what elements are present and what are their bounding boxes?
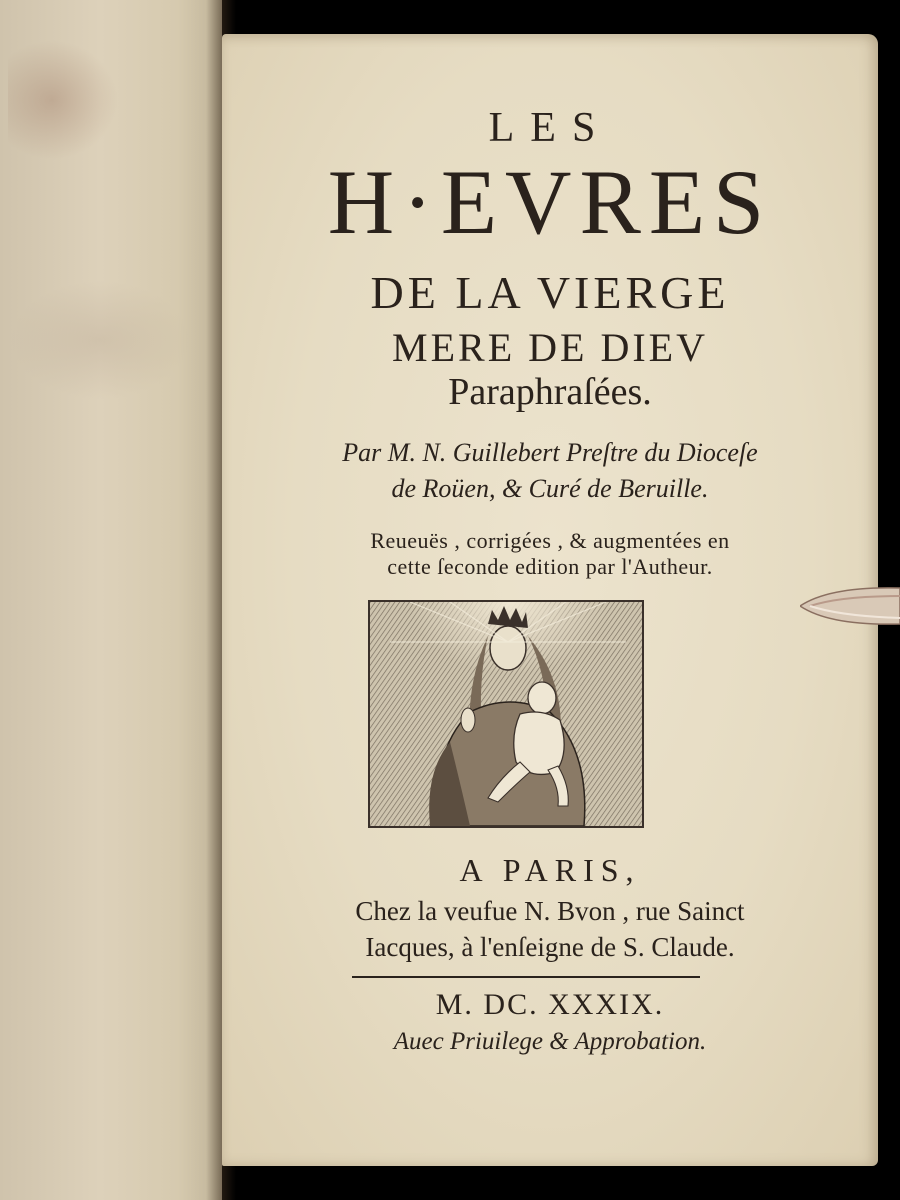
title-line-mere: MERE DE DIEV <box>392 325 708 370</box>
title-line-heures: H·EVRES <box>327 151 773 253</box>
revision-line: Reueuës , corrigées , & augmentées en <box>370 528 730 553</box>
imprint-printer-line: Iacques, à l'enſeigne de S. Claude. <box>365 932 735 962</box>
imprint-printer-line: Chez la veufue N. Bvon , rue Sainct <box>355 896 745 926</box>
title-line-les: LES <box>488 105 612 151</box>
title-page <box>222 34 878 1166</box>
imprint-date: M. DC. XXXIX. <box>435 988 665 1021</box>
stain <box>10 280 190 400</box>
stain <box>8 40 118 160</box>
pointer-bookmark <box>800 584 900 628</box>
madonna-engraving <box>368 600 644 828</box>
imprint-place: A PARIS, <box>459 852 641 888</box>
title-line-paraphrasees: Paraphraſées. <box>448 371 652 413</box>
imprint-rule <box>352 976 700 978</box>
revision-line: cette ſeconde edition par l'Autheur. <box>387 554 713 579</box>
privilege-line: Auec Priuilege & Approbation. <box>393 1028 707 1055</box>
author-line: de Roüen, & Curé de Beruille. <box>391 474 709 503</box>
madonna-engraving-image <box>370 602 642 826</box>
author-line: Par M. N. Guillebert Preſtre du Dioceſe <box>342 438 758 467</box>
left-page-flyleaf <box>0 0 222 1200</box>
title-line-vierge: DE LA VIERGE <box>370 267 730 318</box>
